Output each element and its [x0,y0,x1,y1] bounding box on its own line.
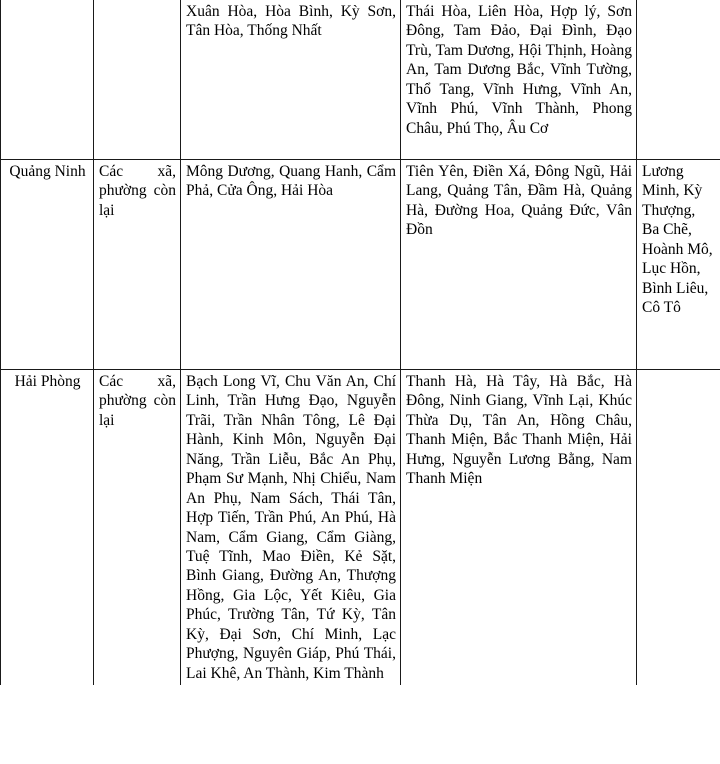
cell-province: Hải Phòng [1,370,94,686]
cell-list-c: Lương Minh, Kỳ Thượng, Ba Chẽ, Hoành Mô, Lục Hồn, Bình Liêu, Cô Tô [637,160,720,370]
cell-list-a: Bạch Long Vĩ, Chu Văn An, Chí Linh, Trần Hưng Đạo, Nguyễn Trãi, Trần Nhân Tông, Lê Đại Hành, Kinh Môn, Nguyễn Đại Năng, Trần Liễu, Bắc An Phụ, Phạm Sư Mạnh, Nhị Chiểu, Nam An Phụ, Nam Sách, Thái Tân, Hợp Tiến, Trần Phú, An Phú, Hà Nam, Cẩm Giang, Cẩm Giàng, Tuệ Tĩnh, Mao Điền, Kẻ Sặt, Bình Giang, Đường An, Thượng Hồng, Gia Lộc, Yết Kiêu, Gia Phúc, Trường Tân, Tứ Kỳ, Tân Kỳ, Đại Sơn, Chí Minh, Lạc Phượng, Nguyên Giáp, Phú Thái, Lai Khê, An Thành, Kim Thành [181,370,401,686]
table-row [1,0,720,160]
cell-list-b: Thanh Hà, Hà Tây, Hà Bắc, Hà Đông, Ninh Giang, Vĩnh Lại, Khúc Thừa Dụ, Tân An, Hồng Châu, Thanh Miện, Bắc Thanh Miện, Hải Hưng, Nguyễn Lương Bằng, Nam Thanh Miện [401,370,637,686]
cell-list-c [637,370,720,686]
cell-province: Quảng Ninh [1,160,94,370]
table-row [1,370,720,686]
cell-list-b: Thái Hòa, Liên Hòa, Hợp lý, Sơn Đông, Tam Đảo, Đại Đình, Đạo Trù, Tam Dương, Hội Thịnh, Hoàng An, Tam Dương Bắc, Vĩnh Tường, Thổ Tang, Vĩnh Hưng, Vĩnh An, Vĩnh Phú, Vĩnh Thành, Phong Châu, Phú Thọ, Âu Cơ [401,0,637,160]
table-body [1,0,720,685]
cell-list-a: Mông Dương, Quang Hanh, Cẩm Phả, Cửa Ông, Hải Hòa [181,160,401,370]
cell-province [1,0,94,160]
cell-note: Các xã, phường còn lại [94,160,181,370]
cell-note [94,0,181,160]
cell-list-c [637,0,720,160]
cell-note: Các xã, phường còn lại [94,370,181,686]
cell-list-b: Tiên Yên, Điền Xá, Đông Ngũ, Hải Lang, Quảng Tân, Đầm Hà, Quảng Hà, Đường Hoa, Quảng Đức, Vân Đồn [401,160,637,370]
cell-list-a: Xuân Hòa, Hòa Bình, Kỳ Sơn, Tân Hòa, Thống Nhất [181,0,401,160]
table-row [1,160,720,370]
